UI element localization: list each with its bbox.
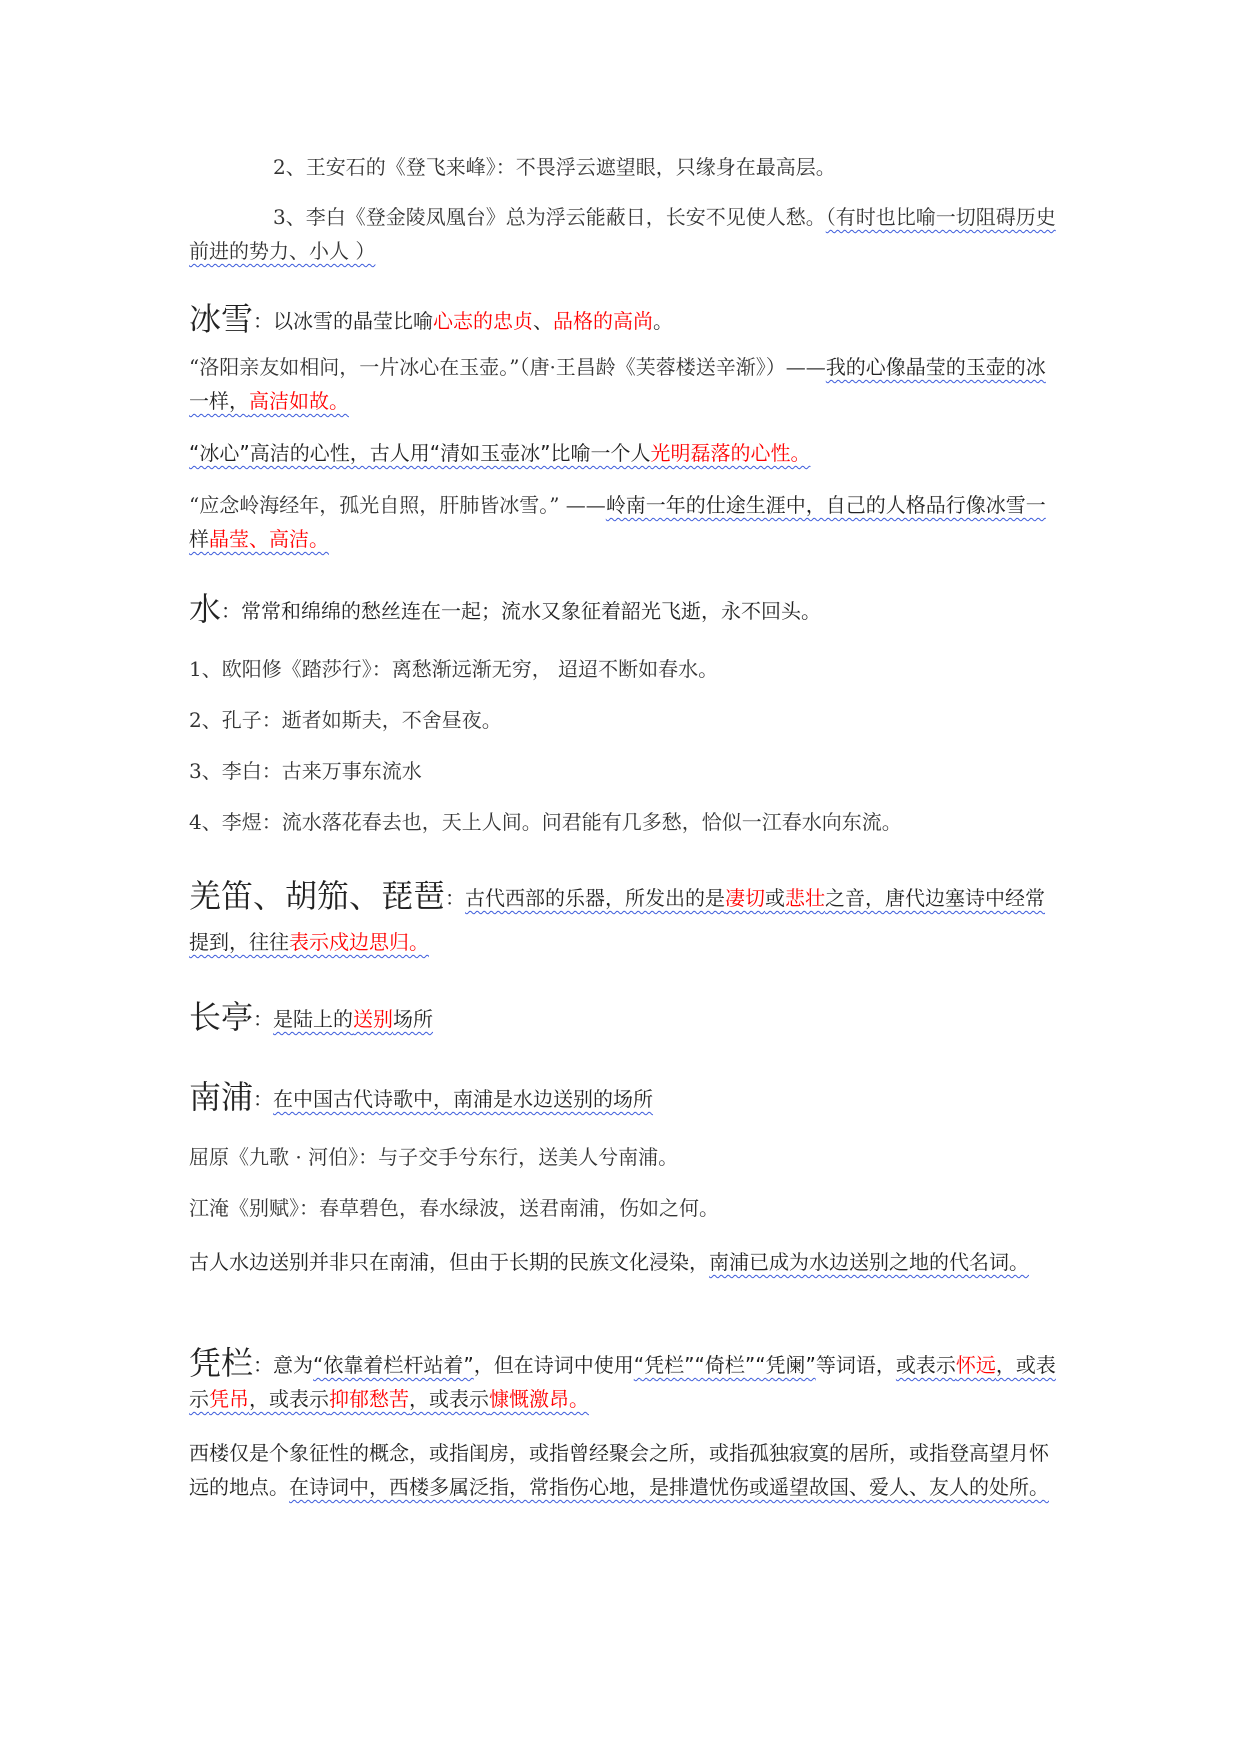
paragraph-shui-2: 2、孔子：逝者如斯夫，不舍昼夜。 [189, 708, 502, 732]
heading-changting: 长亭：是陆上的送别场所 [189, 998, 434, 1036]
paragraph-nanpu-3: 古人水边送别并非只在南浦，但由于长期的民族文化浸染，南浦已成为水边送别之地的代名词。 [189, 1250, 1029, 1274]
paragraph-bingxue-1: “洛阳亲友如相问，一片冰心在玉壶。”（唐·王昌龄《芙蓉楼送辛渐》）——我的心像晶莹的玉壶的冰一样，高洁如故。 [189, 355, 1046, 413]
paragraph-bingxue-2: “冰心”高洁的心性，古人用“清如玉壶冰”比喻一个人光明磊落的心性。 [189, 441, 811, 465]
term-bingxue: 冰雪 [189, 300, 254, 338]
term-shui: 水 [189, 590, 222, 628]
paragraph-xilou: 西楼仅是个象征性的概念，或指闺房，或指曾经聚会之所，或指孤独寂寞的居所，或指登高望月怀远的地点。在诗词中，西楼多属泛指，常指伤心地，是排遣忧伤或遥望故国、爱人、友人的处所。 [189, 1441, 1049, 1499]
paragraph-wanganshi: 2、王安石的《登飞来峰》：不畏浮云遮望眼，只缘身在最高层。 [273, 155, 836, 179]
heading-pinglan: 凭栏：意为“依靠着栏杆站着”，但在诗词中使用“凭栏”“倚栏”“凭阑”等词语，或表示怀远，或表示凭吊，或表示抑郁愁苦，或表示慷慨激昂。 [189, 1344, 1056, 1411]
paragraph-nanpu-2: 江淹《别赋》：春草碧色，春水绿波，送君南浦，伤如之何。 [189, 1196, 719, 1220]
term-qiangdi: 羌笛、胡笳、琵琶 [189, 877, 446, 915]
term-nanpu: 南浦 [189, 1078, 254, 1116]
term-changting: 长亭 [189, 998, 254, 1036]
term-pinglan: 凭栏 [189, 1344, 254, 1382]
paragraph-bingxue-3: “应念岭海经年，孤光自照，肝肺皆冰雪。” ——岭南一年的仕途生涯中，自己的人格品行像冰雪一样晶莹、高洁。 [189, 493, 1046, 551]
heading-shui: 水：常常和绵绵的愁丝连在一起；流水又象征着韶光飞逝，永不回头。 [189, 590, 822, 628]
heading-qiangdi: 羌笛、胡笳、琵琶：古代西部的乐器，所发出的是凄切或悲壮之音，唐代边塞诗中经常提到，往往表示戍边思归。 [189, 877, 1046, 954]
paragraph-shui-4: 4、李煜：流水落花春去也，天上人间。问君能有几多愁，恰似一江春水向东流。 [189, 810, 902, 834]
paragraph-nanpu-1: 屈原《九歌 · 河伯》：与子交手兮东行，送美人兮南浦。 [189, 1145, 679, 1169]
heading-nanpu: 南浦：在中国古代诗歌中，南浦是水边送别的场所 [189, 1078, 654, 1116]
paragraph-libai-fuyun: 3、李白《登金陵凤凰台》总为浮云能蔽日，长安不见使人愁。（有时也比喻一切阻碍历史前进的势力、小人 ） [189, 205, 1056, 263]
paragraph-shui-3: 3、李白：古来万事东流水 [189, 759, 422, 783]
heading-bingxue: 冰雪：以冰雪的晶莹比喻心志的忠贞、品格的高尚。 [189, 300, 674, 338]
paragraph-shui-1: 1、欧阳修《踏莎行》：离愁渐远渐无穷， 迢迢不断如春水。 [189, 657, 719, 681]
